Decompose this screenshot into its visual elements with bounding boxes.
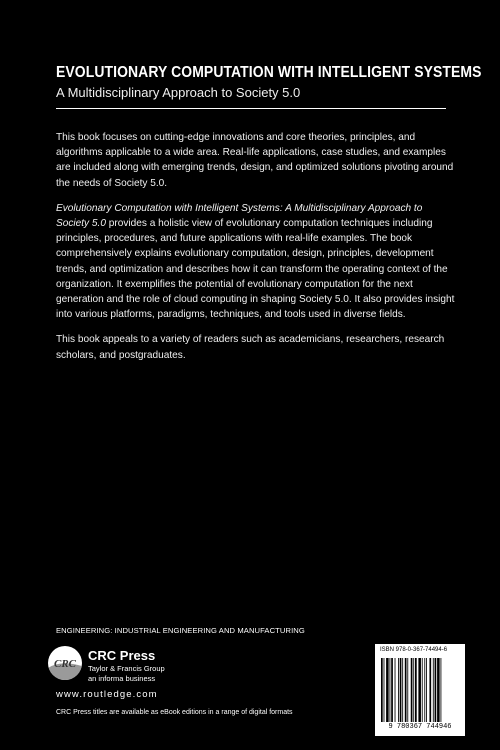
ebook-note: CRC Press titles are available as eBook editions in a range of digital formats (56, 709, 293, 716)
description-paragraph-3: This book appeals to a variety of readers such as academicians, researchers, research scholars, and postgraduates. (56, 334, 445, 361)
publisher-group: Taylor & Francis Group (88, 664, 165, 673)
description-paragraph-2 (56, 201, 456, 323)
subject-category: ENGINEERING: INDUSTRIAL ENGINEERING AND MANUFACTURING (56, 626, 305, 635)
book-description (56, 130, 456, 373)
publisher-business: an informa business (88, 674, 156, 683)
isbn-barcode (375, 644, 465, 736)
description-paragraph-1: This book focuses on cutting-edge innovations and core theories, principles, and algorithms applicable to a wide area. Real-life applications, case studies, and examples are included along with emerging trends, design, and optimized solutions pivoting around the needs of Society 5.0. (56, 132, 454, 189)
book-title: EVOLUTIONARY COMPUTATION WITH INTELLIGENT SYSTEMS (56, 64, 482, 81)
website-link[interactable]: www.routledge.com (56, 689, 158, 700)
crc-logo-text: CRC (53, 658, 77, 670)
barcode-digits: 9 780367 744946 (388, 723, 452, 731)
book-title-italic: Evolutionary Computation with Intelligent Systems: A Multidisciplinary Approach to Society 5.0 (56, 202, 423, 230)
publisher-name: CRC Press (88, 648, 156, 663)
description-paragraph-2-text: provides a holistic view of evolutionary computation techniques including principles, procedures, and future applications with real-life examples. The book comprehensively explains evolutionary computation, design, principles, development trends, and optimization and describes how it can transform the operating context of the organization. It exemplifies the potential of evolutionary computation for the next generation and the role of cloud computing in shaping Society 5.0. It also provides insight into various platforms, paradigms, techniques, and tools used in diverse fields. (56, 218, 455, 321)
book-subtitle: A Multidisciplinary Approach to Society 5.0 (56, 85, 301, 100)
barcode-bars (380, 658, 460, 722)
isbn-label: ISBN 978-0-367-74494-6 (380, 647, 448, 653)
title-divider (56, 108, 446, 109)
crc-logo-icon (48, 646, 82, 680)
